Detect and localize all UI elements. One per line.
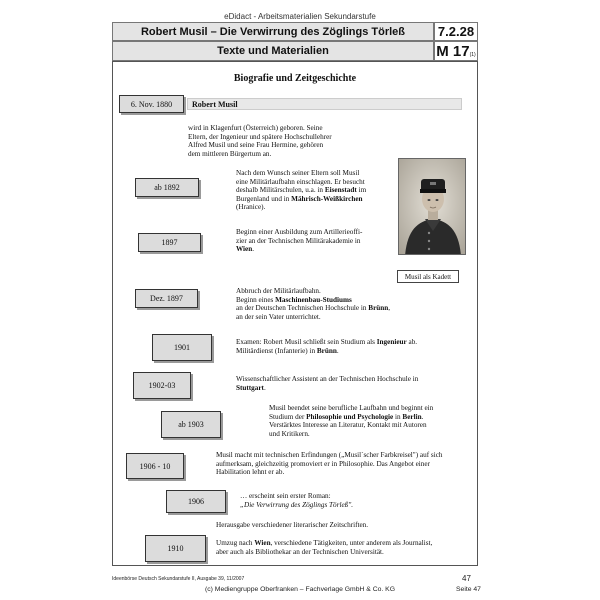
material-code-sub: (1): [469, 52, 476, 58]
timeline-date: ab 1892: [135, 178, 199, 197]
page-subtitle: Texte und Materialien: [112, 41, 434, 61]
timeline-text: wird in Klagenfurt (Österreich) geboren. Seine Eltern, der Ingenieur und spätere Hochschullehrer Alfred Musil und seine Frau Hermine, gehören dem mittleren Bürgertum an.: [188, 124, 332, 158]
timeline-text: … erscheint sein erster Roman: „Die Verwirrung des Zöglings Törleß".: [240, 492, 354, 509]
page-title: Robert Musil – Die Verwirrung des Zöglings Törleß: [112, 22, 434, 41]
timeline-date: 1906 - 10: [126, 453, 184, 479]
section-title: Biografie und Zeitgeschichte: [233, 73, 357, 84]
chapter-number: 7.2.28: [434, 22, 478, 41]
timeline-text: Herausgabe verschiedener literarischer Zeitschriften.: [216, 521, 369, 529]
material-code-main: M 17: [436, 42, 470, 60]
portrait-icon: [399, 159, 466, 255]
footer-page-label: Seite 47: [456, 586, 481, 593]
timeline-date: 1906: [166, 490, 226, 513]
publisher-line: eDidact - Arbeitsmaterialien Sekundarstufe: [224, 12, 376, 21]
footer-page-number: 47: [462, 574, 471, 583]
name-bar: Robert Musil: [187, 98, 462, 110]
photo-caption: Musil als Kadett: [397, 270, 459, 283]
timeline-date: 6. Nov. 1880: [119, 95, 184, 113]
footer-source: Ideenbörse Deutsch Sekundarstufe II, Ausgabe 39, 11/2007: [112, 576, 245, 582]
timeline-text: Musil macht mit technischen Erfindungen („Musil´scher Farbkreisel") auf sich aufmerksam, gleichzeitig promoviert er in Philosophie. Das Angebot einer Habilitation lehnt er ab.: [216, 451, 443, 477]
timeline-text: Musil beendet seine berufliche Laufbahn und beginnt ein Studium der Philosophie und Psychologie in Berlin. Verstärktes Interesse an Literatur, Kontakt mit Autoren und Kritikern.: [269, 404, 434, 438]
timeline-text: Wissenschaftlicher Assistent an der Technischen Hochschule in Stuttgart.: [236, 375, 419, 392]
portrait-photo: [398, 158, 466, 255]
timeline-text: Beginn einer Ausbildung zum Artillerieoffi- zier an der Technischen Militärakademie in Wien.: [236, 228, 363, 254]
timeline-date: 1901: [152, 334, 212, 361]
footer-copyright: (c) Mediengruppe Oberfranken – Fachverlage GmbH & Co. KG: [204, 586, 396, 593]
timeline-text: Umzug nach Wien, verschiedene Tätigkeiten, unter anderem als Journalist, aber auch als Bibliothekar an der Technischen Universität.: [216, 539, 433, 556]
timeline-date: 1902-03: [133, 372, 191, 399]
timeline-date: 1897: [138, 233, 201, 252]
timeline-text: Examen: Robert Musil schließt sein Studium als Ingenieur ab. Militärdienst (Infanterie) in Brünn.: [236, 338, 418, 355]
timeline-date: 1910: [145, 535, 206, 562]
timeline-date: Dez. 1897: [135, 289, 198, 308]
timeline-date: ab 1903: [161, 411, 221, 438]
material-code: [434, 41, 478, 61]
timeline-text: Abbruch der Militärlaufbahn. Beginn eines Maschinenbau-Studiums an der Deutschen Technischen Hochschule in Brünn, an der sein Vater unterrichtet.: [236, 287, 391, 321]
timeline-text: Nach dem Wunsch seiner Eltern soll Musil eine Militärlaufbahn einschlagen. Er besucht deshalb Militärschulen, u.a. in Eisenstadt im Burgenland und in Mährisch-Weißkirchen (Hranice).: [236, 169, 367, 212]
